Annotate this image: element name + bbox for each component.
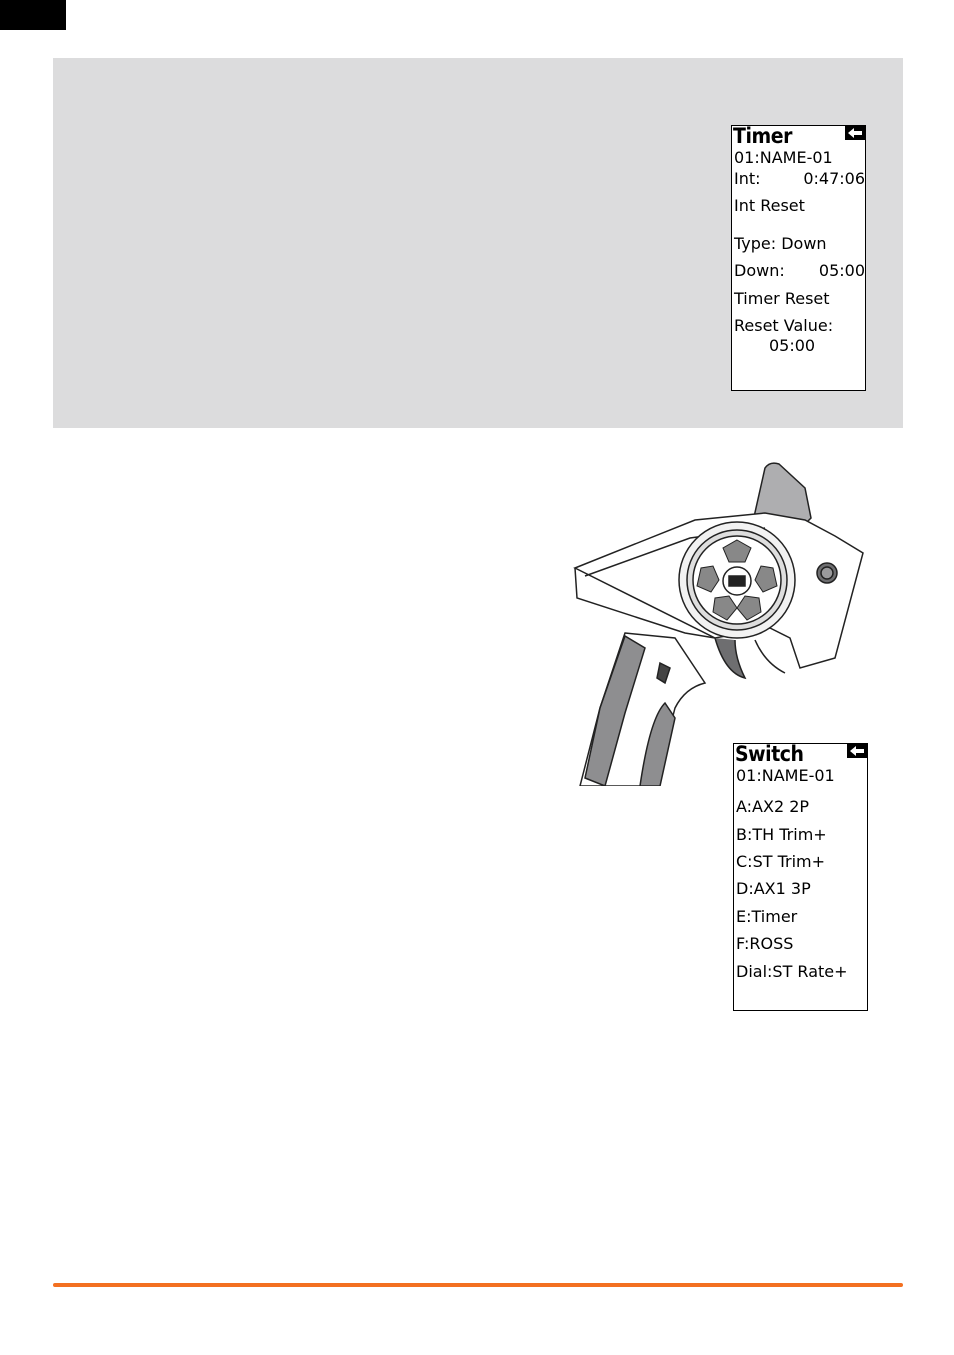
down-value[interactable]: 05:00 [818, 261, 865, 280]
page-corner-tab [0, 0, 66, 30]
back-arrow-icon[interactable] [847, 744, 867, 758]
switch-item[interactable]: D:AX1 3P [736, 879, 811, 898]
switch-item[interactable]: Dial:ST Rate+ [736, 962, 848, 981]
reset-value-label: Reset Value: [734, 316, 834, 335]
switch-screen [733, 743, 868, 1011]
timer-screen-title: Timer [733, 124, 792, 148]
switch-item[interactable]: B:TH Trim+ [736, 825, 827, 844]
switch-item[interactable]: A:AX2 2P [736, 797, 810, 816]
switch-item[interactable]: F:ROSS [736, 934, 794, 953]
model-name: 01:NAME-01 [734, 148, 833, 167]
footer-rule [53, 1283, 903, 1287]
reset-value[interactable]: 05:00 [769, 336, 816, 355]
timer-screen [731, 125, 866, 391]
int-value: 0:47:06 [803, 169, 865, 188]
int-reset-item[interactable]: Int Reset [734, 196, 805, 215]
int-label: Int: [734, 169, 761, 188]
transmitter-illustration [565, 458, 870, 786]
timer-type-item[interactable]: Type: Down [734, 234, 827, 253]
switch-item[interactable]: E:Timer [736, 907, 798, 926]
model-name: 01:NAME-01 [736, 766, 835, 785]
timer-reset-item[interactable]: Timer Reset [734, 289, 830, 308]
back-arrow-icon[interactable] [845, 126, 865, 140]
switch-item[interactable]: C:ST Trim+ [736, 852, 826, 871]
down-label: Down: [734, 261, 785, 280]
switch-screen-title: Switch [735, 742, 804, 766]
